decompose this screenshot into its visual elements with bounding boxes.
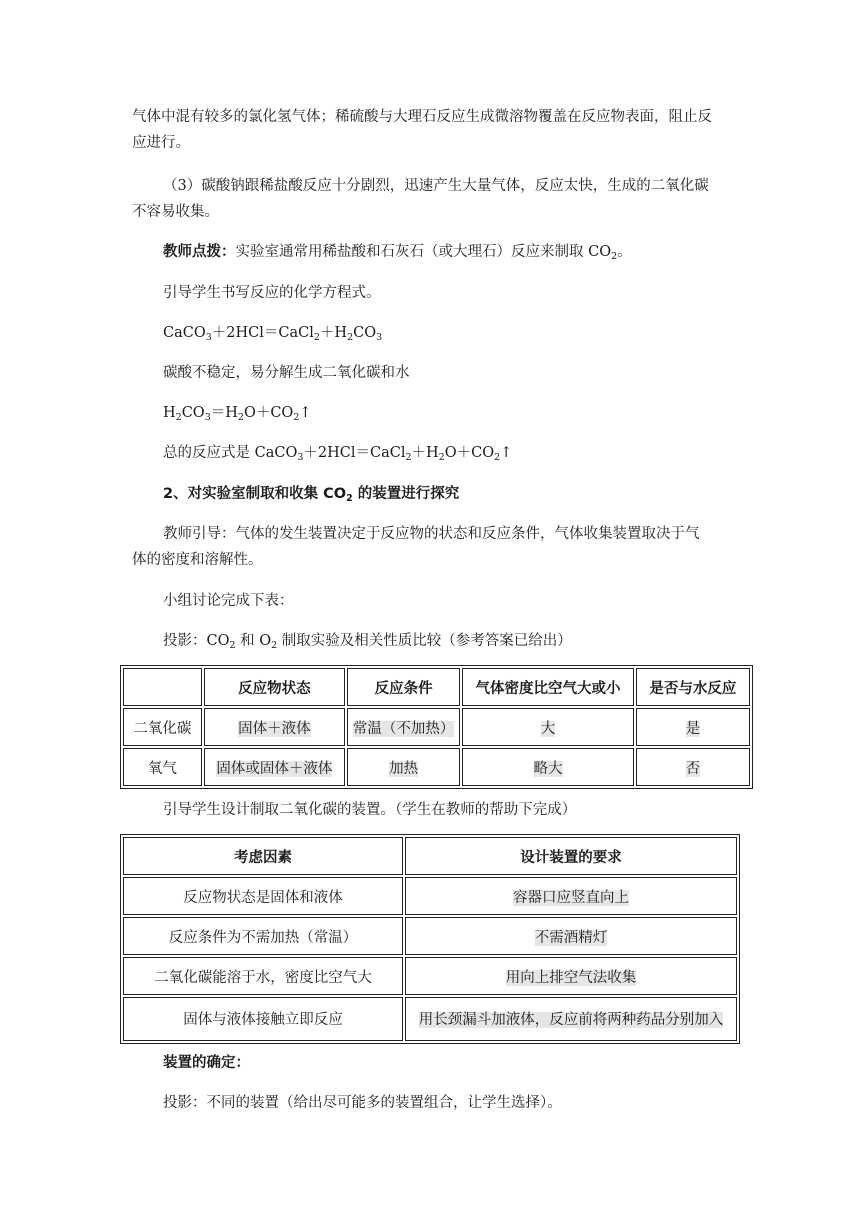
comparison-header-reactant-state: 反应物状态 (204, 668, 345, 706)
paragraph-na2co3-line1: （3）碳酸钠跟稀盐酸反应十分剧烈，迅速产生大量气体，反应太快，生成的二氧化碳 (163, 178, 709, 194)
device-label: 装置的确定： (163, 1055, 250, 1071)
equation-1: $CaCO_3+2HCl=CaCl_2+H_2CO_3$ (163, 325, 383, 343)
design-cell: 反应物状态是固体和液体 (123, 877, 403, 915)
design-table (120, 834, 740, 1044)
comparison-cell: 二氧化碳 (123, 708, 202, 746)
design-header-factor: 考虑因素 (123, 837, 403, 875)
table-row (123, 997, 737, 1041)
comparison-table-header-row (123, 668, 750, 706)
table-row (123, 917, 737, 955)
paragraph-hcl-line2: 应进行。 (132, 135, 190, 151)
comparison-cell: 否 (636, 748, 750, 786)
teacher-guide-line2: 体的密度和溶解性。 (132, 552, 263, 568)
design-cell: 不需酒精灯 (405, 917, 737, 955)
design-cell: 用长颈漏斗加液体，反应前将两种药品分别加入 (405, 997, 737, 1041)
design-header-requirement: 设计装置的要求 (405, 837, 737, 875)
section-2-heading: 2、对实验室制取和收集 $CO_2$ 的装置进行探究 (163, 486, 460, 504)
comparison-cell: 固体或固体＋液体 (204, 748, 345, 786)
comparison-header-density: 气体密度比空气大或小 (462, 668, 634, 706)
comparison-cell: 加热 (347, 748, 460, 786)
design-table-header-row (123, 837, 737, 875)
comparison-header-empty (123, 668, 202, 706)
comparison-header-condition: 反应条件 (347, 668, 460, 706)
group-discussion: 小组讨论完成下表： (163, 593, 294, 609)
table-row (123, 957, 737, 995)
projection-1: 投影：$CO_2$ 和 $O_2$ 制取实验及相关性质比较（参考答案已给出） (163, 633, 572, 651)
table-row (123, 708, 750, 746)
guide-equation: 引导学生书写反应的化学方程式。 (163, 285, 381, 301)
comparison-cell: 常温（不加热） (347, 708, 460, 746)
comparison-header-water-reaction: 是否与水反应 (636, 668, 750, 706)
carbonic-unstable: 碳酸不稳定，易分解生成二氧化碳和水 (163, 365, 410, 381)
comparison-cell: 固体＋液体 (204, 708, 345, 746)
paragraph-na2co3-line2: 不容易收集。 (132, 204, 219, 220)
guide-design: 引导学生设计制取二氧化碳的装置。（学生在教师的帮助下完成） (163, 802, 577, 818)
design-cell: 固体与液体接触立即反应 (123, 997, 403, 1041)
comparison-cell: 氧气 (123, 748, 202, 786)
teacher-tip: 教师点拨：实验室通常用稀盐酸和石灰石（或大理石）反应来制取 $CO_2$。 (163, 244, 632, 262)
equation-2: $H_2CO_3=H_2O+CO_2↑$ (163, 405, 312, 423)
design-cell: 容器口应竖直向上 (405, 877, 737, 915)
comparison-cell: 大 (462, 708, 634, 746)
equation-total: 总的反应式是 $CaCO_3+2HCl=CaCl_2+H_2O+CO_2↑$ (163, 445, 513, 463)
teacher-guide-line1: 教师引导：气体的发生装置决定于反应物的状态和反应条件，气体收集装置取决于气 (163, 526, 700, 542)
comparison-cell: 略大 (462, 748, 634, 786)
design-cell: 用向上排空气法收集 (405, 957, 737, 995)
projection-2: 投影：不同的装置（给出尽可能多的装置组合，让学生选择）。 (163, 1095, 562, 1111)
comparison-cell: 是 (636, 708, 750, 746)
teacher-tip-label: 教师点拨： (163, 244, 236, 260)
comparison-table (120, 665, 753, 789)
table-row (123, 877, 737, 915)
design-cell: 二氧化碳能溶于水，密度比空气大 (123, 957, 403, 995)
design-cell: 反应条件为不需加热（常温） (123, 917, 403, 955)
table-row (123, 748, 750, 786)
paragraph-hcl-line1: 气体中混有较多的氯化氢气体；稀硫酸与大理石反应生成微溶物覆盖在反应物表面，阻止反 (132, 109, 712, 125)
